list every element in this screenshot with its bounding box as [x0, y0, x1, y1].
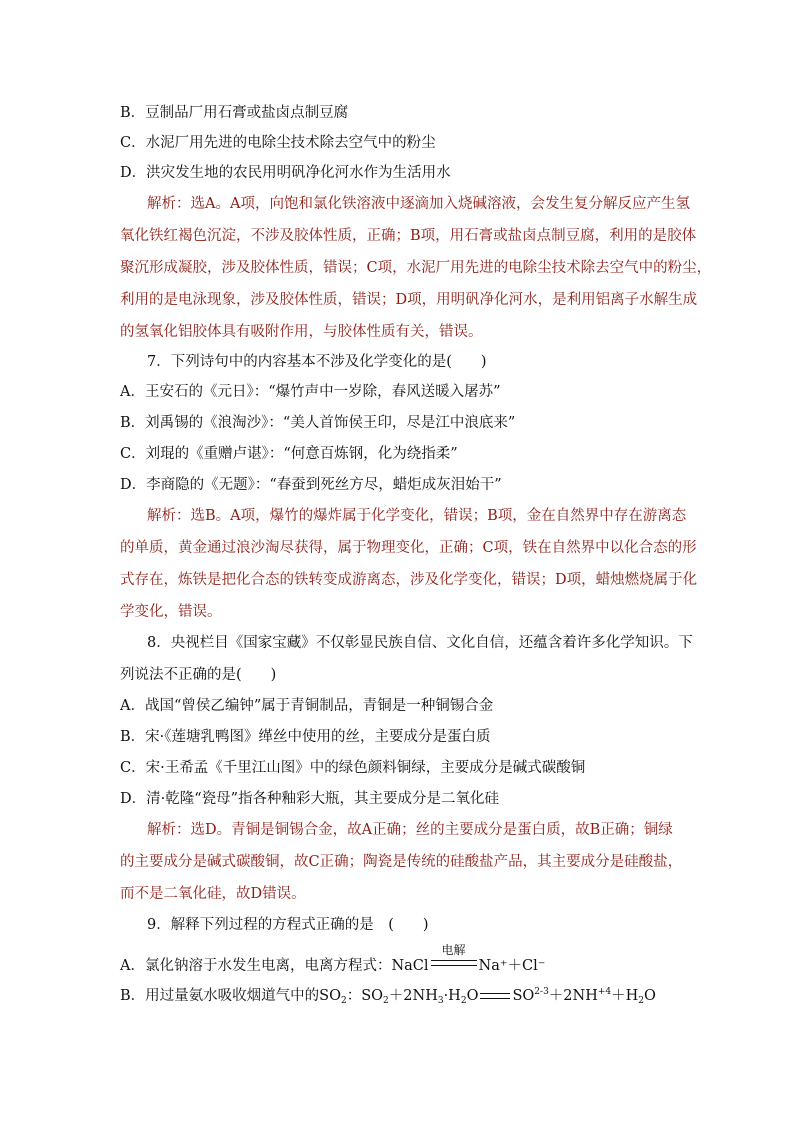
formula-part: O: [466, 988, 479, 1004]
q7-explanation-line: 式存在，炼铁是把化合态的铁转变成游离态，涉及化学变化，错误；D项，蜡烛燃烧属于化: [120, 572, 698, 588]
q9-option-a-text: A．氯化钠溶于水发生电离，电离方程式：NaCl: [120, 958, 429, 974]
subscript: 2: [383, 996, 389, 1006]
superscript: +4: [597, 987, 612, 997]
subscript: 2: [340, 996, 347, 1006]
formula-part: ＋2NH: [388, 988, 438, 1004]
q7-option-c: C．刘琨的《重赠卢谌》：“何意百炼钢，化为绕指柔”: [120, 446, 458, 462]
formula-part: ＋H: [611, 988, 639, 1004]
formula-part: SO: [512, 988, 535, 1004]
reaction-arrow-equals: [431, 943, 477, 970]
q6-option-c: C．水泥厂用先进的电除尘技术除去空气中的粉尘: [120, 135, 436, 151]
reaction-condition: 电解: [441, 943, 466, 957]
q7-explanation-line: 学变化，错误。: [120, 604, 222, 620]
q6-explanation-line: 氧化铁红褐色沉淀，不涉及胶体性质，正确；B项，用石膏或盐卤点制豆腐，利用的是胶体: [120, 228, 697, 244]
superscript: 2-3: [534, 987, 549, 997]
q7-explanation-line: 的单质，黄金通过浪沙淘尽获得，属于物理变化，正确；C项，铁在自然界中以化合态的形: [120, 540, 697, 556]
formula-part: ·H: [443, 988, 461, 1004]
q8-explanation-line: 解析：选D。青铜是铜锡合金，故A正确；丝的主要成分是蛋白质，故B正确；铜绿: [147, 822, 673, 838]
q8-stem-line-2: 列说法不正确的是( ): [120, 667, 277, 683]
q7-option-b: B．刘禹锡的《浪淘沙》：“美人首饰侯王印，尽是江中浪底来”: [120, 415, 516, 431]
formula-part: O: [644, 988, 656, 1004]
formula-part: ：SO: [346, 988, 384, 1004]
subscript: 2: [638, 996, 645, 1006]
q8-explanation-line: 而不是二氧化硅，故D错误。: [120, 886, 306, 902]
q8-option-d: D．清·乾隆“瓷母”指各种釉彩大瓶，其主要成分是二氧化硅: [120, 791, 500, 807]
q9-option-a: [120, 943, 680, 976]
q6-explanation-line: 聚沉形成凝胶，涉及胶体性质，错误；C项，水泥厂用先进的电除尘技术除去空气中的粉尘，: [120, 260, 712, 276]
equals-sign: [480, 993, 510, 999]
q6-explanation-line: 的氢氧化铝胶体具有吸附作用，与胶体性质有关，错误。: [120, 324, 483, 340]
q7-stem: 7．下列诗句中的内容基本不涉及化学变化的是( ): [147, 354, 487, 370]
q8-explanation-line: 的主要成分是碱式碳酸铜，故C正确；陶瓷是传统的硅酸盐产品，其主要成分是硅酸盐，: [120, 854, 683, 870]
q9-option-b-text: B．用过量氨水吸收烟道气中的SO: [120, 988, 341, 1004]
q9-option-b: [120, 986, 680, 1006]
q6-explanation-line: 解析：选A。A项，向饱和氯化铁溶液中逐滴加入烧碱溶液，会发生复分解反应产生氢: [147, 196, 690, 212]
subscript: 3: [437, 996, 444, 1006]
q8-option-c: C．宋·王希孟《千里江山图》中的绿色颜料铜绿，主要成分是碱式碳酸铜: [120, 760, 586, 776]
q8-option-a: A．战国“曾侯乙编钟”属于青铜制品，青铜是一种铜锡合金: [120, 698, 494, 714]
q8-option-b: B．宋·《莲塘乳鸭图》缂丝中使用的丝，主要成分是蛋白质: [120, 729, 491, 745]
q6-option-d: D．洪灾发生地的农民用明矾净化河水作为生活用水: [120, 165, 451, 181]
q7-option-a: A．王安石的《元日》：“爆竹声中一岁除，春风送暖入屠苏”: [120, 384, 501, 400]
q7-explanation-line: 解析：选B。A项，爆竹的爆炸属于化学变化，错误；B项，金在自然界中存在游离态: [147, 508, 687, 524]
q8-stem-line-1: 8．央视栏目《国家宝藏》不仅彰显民族自信、文化自信，还蕴含着许多化学知识。下: [147, 635, 693, 651]
q7-option-d: D．李商隐的《无题》：“春蚕到死丝方尽，蜡炬成灰泪始干”: [120, 477, 502, 493]
q6-explanation-line: 利用的是电泳现象，涉及胶体性质，错误；D项，用明矾净化河水，是利用铝离子水解生成: [120, 292, 698, 308]
subscript: 2: [460, 996, 467, 1006]
formula-part: ＋2NH: [548, 988, 598, 1004]
q9-option-a-products: Na⁺＋Cl⁻: [478, 958, 546, 974]
q6-option-b: B．豆制品厂用石膏或盐卤点制豆腐: [120, 105, 349, 121]
q9-stem: 9．解释下列过程的方程式正确的是 ( ): [147, 917, 429, 933]
